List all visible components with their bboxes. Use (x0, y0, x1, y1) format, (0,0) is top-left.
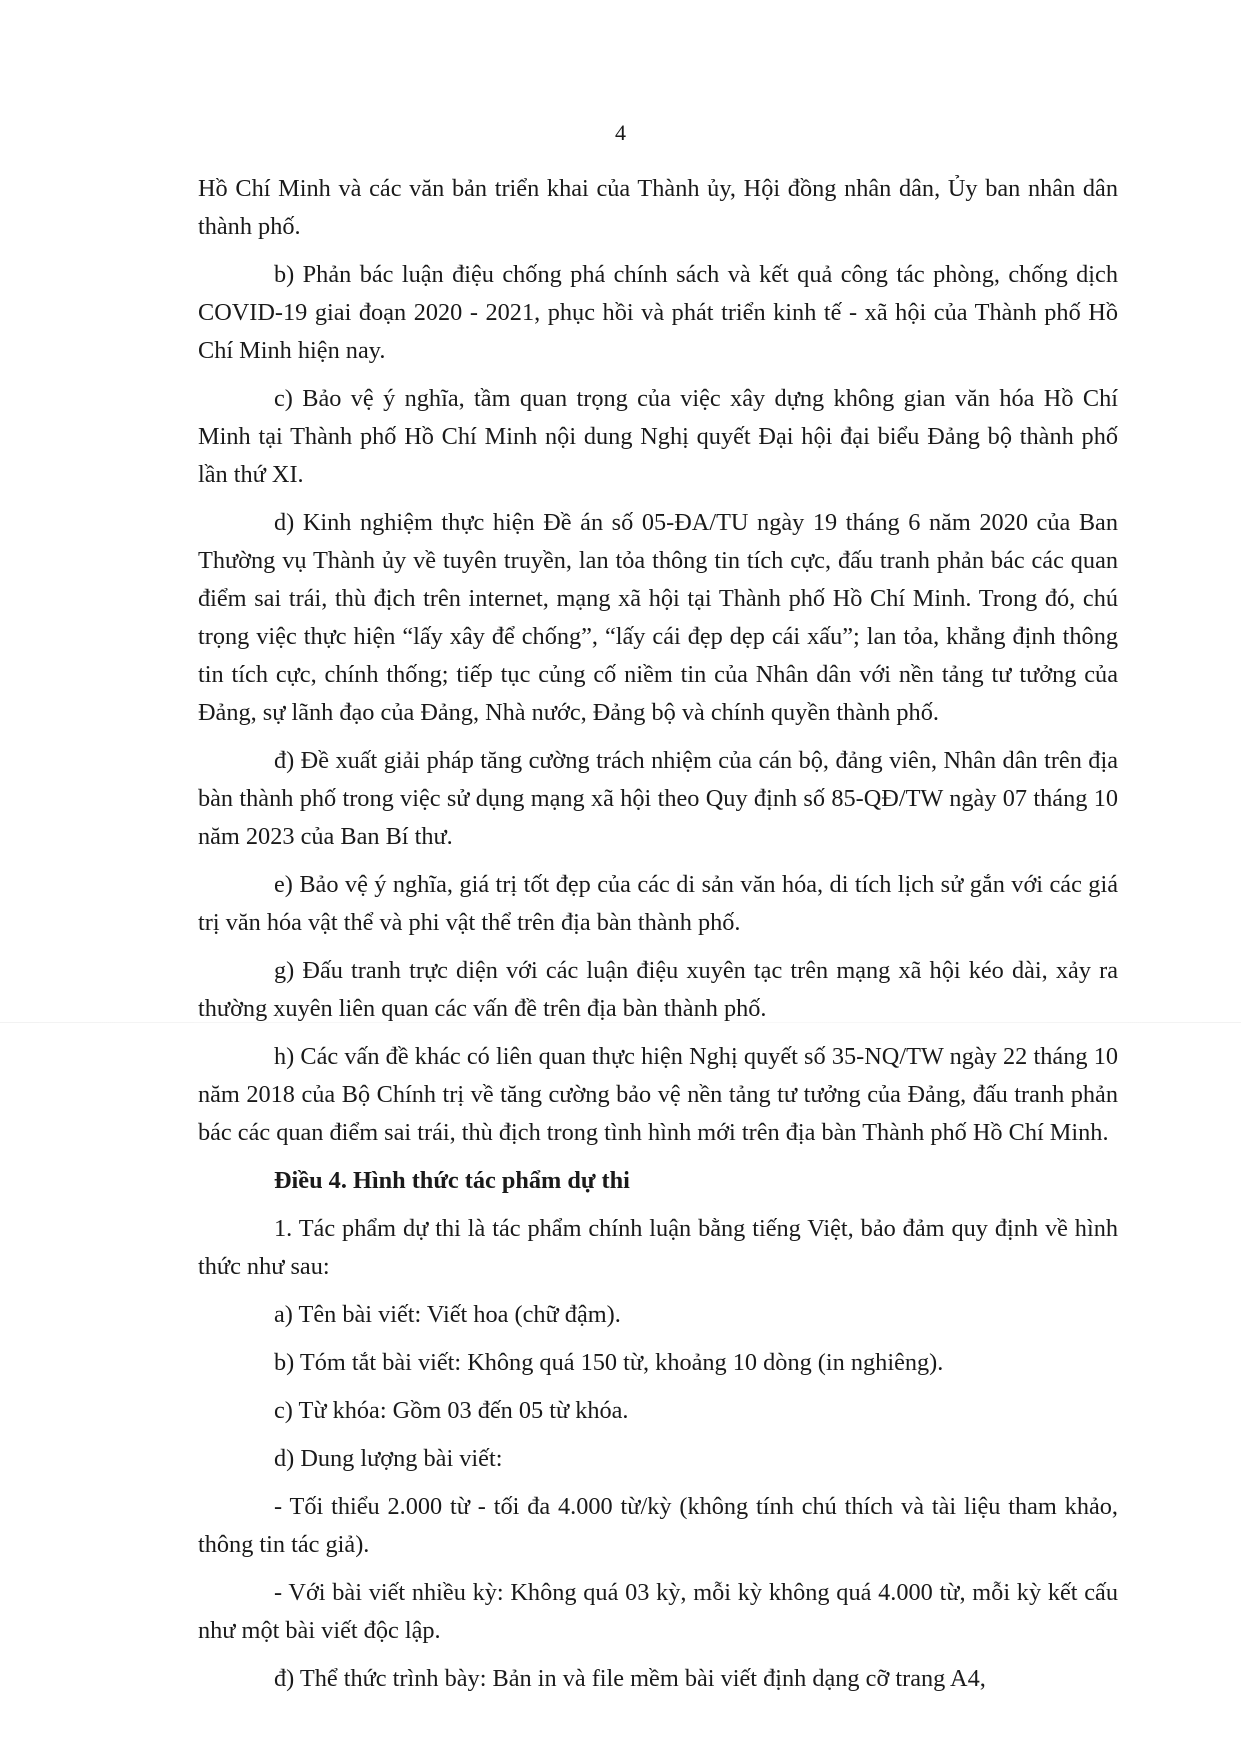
paragraph-item-g: g) Đấu tranh trực diện với các luận điệu xuyên tạc trên mạng xã hội kéo dài, xảy ra thường xuyên liên quan các vấn đề trên địa bàn thành phố. (198, 957, 1118, 1022)
paragraph-item-d: d) Kinh nghiệm thực hiện Đề án số 05-ĐA/TU ngày 19 tháng 6 năm 2020 của Ban Thường vụ Thành ủy về tuyên truyền, lan tỏa thông tin tích cực, đấu tranh phản bác các quan điểm sai trái, thù địch trên internet, mạng xã hội tại Thành phố Hồ Chí Minh. Trong đó, chú trọng việc thực hiện “lấy xây để chống”, “lấy cái đẹp dẹp cái xấu”; lan tỏa, khẳng định thông tin tích cực, chính thống; tiếp tục củng cố niềm tin của Nhân dân với nền tảng tư tưởng của Đảng, sự lãnh đạo của Đảng, Nhà nước, Đảng bộ và chính quyền thành phố. (198, 509, 1118, 726)
page-number: 4 (615, 120, 626, 145)
paragraph-point-a: a) Tên bài viết: Viết hoa (chữ đậm). (274, 1301, 621, 1328)
paragraph-dash-minimum: - Tối thiểu 2.000 từ - tối đa 4.000 từ/kỳ (không tính chú thích và tài liệu tham khảo, thông tin tác giả). (198, 1493, 1118, 1558)
paragraph-item-b: b) Phản bác luận điệu chống phá chính sách và kết quả công tác phòng, chống dịch COVID-19 giai đoạn 2020 - 2021, phục hồi và phát triển kinh tế - xã hội của Thành phố Hồ Chí Minh hiện nay. (198, 261, 1118, 364)
paragraph-item-c: c) Bảo vệ ý nghĩa, tầm quan trọng của việc xây dựng không gian văn hóa Hồ Chí Minh tại Thành phố Hồ Chí Minh nội dung Nghị quyết Đại hội đại biểu Đảng bộ thành phố lần thứ XI. (198, 385, 1118, 488)
paragraph-item-dd: đ) Đề xuất giải pháp tăng cường trách nhiệm của cán bộ, đảng viên, Nhân dân trên địa bàn thành phố trong việc sử dụng mạng xã hội theo Quy định số 85-QĐ/TW ngày 07 tháng 10 năm 2023 của Ban Bí thư. (198, 747, 1118, 850)
paragraph-point-1: 1. Tác phẩm dự thi là tác phẩm chính luận bằng tiếng Việt, bảo đảm quy định về hình thức như sau: (198, 1215, 1118, 1280)
paragraph-point-c: c) Từ khóa: Gồm 03 đến 05 từ khóa. (274, 1397, 629, 1424)
paragraph-point-b: b) Tóm tắt bài viết: Không quá 150 từ, khoảng 10 dòng (in nghiêng). (274, 1349, 944, 1376)
paragraph-item-e: e) Bảo vệ ý nghĩa, giá trị tốt đẹp của các di sản văn hóa, di tích lịch sử gắn với các giá trị văn hóa vật thể và phi vật thể trên địa bàn thành phố. (198, 871, 1118, 936)
paragraph-dash-multipart: - Với bài viết nhiều kỳ: Không quá 03 kỳ, mỗi kỳ không quá 4.000 từ, mỗi kỳ kết cấu như một bài viết độc lập. (198, 1579, 1118, 1644)
paragraph-point-d: d) Dung lượng bài viết: (274, 1445, 503, 1472)
paragraph-continuation: Hồ Chí Minh và các văn bản triển khai của Thành ủy, Hội đồng nhân dân, Ủy ban nhân dân thành phố. (198, 175, 1118, 240)
paragraph-point-dd: đ) Thể thức trình bày: Bản in và file mềm bài viết định dạng cỡ trang A4, (274, 1665, 986, 1692)
section-heading-article-4: Điều 4. Hình thức tác phẩm dự thi (274, 1167, 630, 1194)
document-body (198, 170, 1118, 1708)
paragraph-item-h: h) Các vấn đề khác có liên quan thực hiện Nghị quyết số 35-NQ/TW ngày 22 tháng 10 năm 2018 của Bộ Chính trị về tăng cường bảo vệ nền tảng tư tưởng của Đảng, đấu tranh phản bác các quan điểm sai trái, thù địch trong tình hình mới trên địa bàn Thành phố Hồ Chí Minh. (198, 1043, 1118, 1146)
